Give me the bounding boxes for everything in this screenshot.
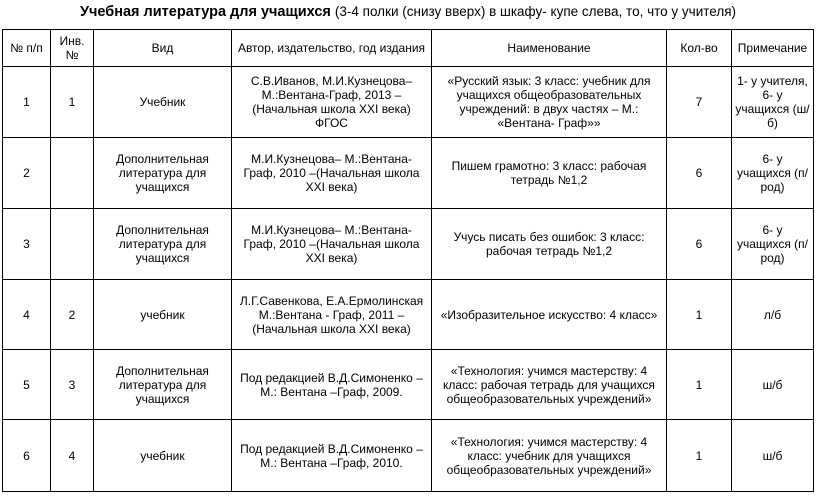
cell-inv: 3 <box>51 350 94 420</box>
header-inv: Инв. № <box>51 30 94 67</box>
cell-name: Учусь писать без ошибок: 3 класс: рабочая тетрадь №1,2 <box>432 209 667 280</box>
header-row <box>3 30 814 67</box>
table-row <box>3 350 814 420</box>
header-author: Автор, издательство, год издания <box>232 30 432 67</box>
header-num: № п/п <box>3 30 51 67</box>
document-title <box>0 3 816 21</box>
cell-kind: Дополнительная литература для учащихся <box>94 209 232 280</box>
table-row <box>3 67 814 138</box>
cell-num: 4 <box>3 280 51 350</box>
table-row <box>3 420 814 492</box>
cell-note: л/б <box>732 280 814 350</box>
cell-author: С.В.Иванов, М.И.Кузнецова– М.:Вентана-Граф, 2013 – (Начальная школа XXI века) ФГОС <box>232 67 432 138</box>
cell-qty: 7 <box>667 67 732 138</box>
cell-name: «Русский язык: 3 класс: учебник для учащихся общеобразовательных учреждений: в двух частях – М.: «Вентана- Граф»» <box>432 67 667 138</box>
header-qty: Кол-во <box>667 30 732 67</box>
cell-num: 2 <box>3 138 51 209</box>
cell-kind: учебник <box>94 280 232 350</box>
header-kind: Вид <box>94 30 232 67</box>
cell-qty: 1 <box>667 420 732 492</box>
cell-inv: 2 <box>51 280 94 350</box>
cell-author: Под редакцией В.Д.Симоненко – М.: Вентана –Граф, 2009. <box>232 350 432 420</box>
cell-author: М.И.Кузнецова– М.:Вентана-Граф, 2010 –(Начальная школа XXI века) <box>232 209 432 280</box>
cell-qty: 6 <box>667 209 732 280</box>
cell-note: 1- у учителя, 6- у учащихся (ш/б) <box>732 67 814 138</box>
cell-author: Под редакцией В.Д.Симоненко – М.: Вентана –Граф, 2010. <box>232 420 432 492</box>
cell-name: «Технология: учимся мастерству: 4 класс: рабочая тетрадь для учащихся общеобразовательных учреждений» <box>432 350 667 420</box>
cell-note: ш/б <box>732 420 814 492</box>
cell-kind: Учебник <box>94 67 232 138</box>
cell-inv: 1 <box>51 67 94 138</box>
cell-note: ш/б <box>732 350 814 420</box>
title-main: Учебная литература для учащихся <box>79 4 331 20</box>
cell-num: 1 <box>3 67 51 138</box>
header-note: Примечание <box>732 30 814 67</box>
cell-num: 5 <box>3 350 51 420</box>
cell-kind: Дополнительная литература для учащихся <box>94 138 232 209</box>
title-subtitle: (3-4 полки (снизу вверх) в шкафу- купе слева, то, что у учителя) <box>334 4 737 19</box>
header-name: Наименование <box>432 30 667 67</box>
table-row <box>3 209 814 280</box>
cell-num: 6 <box>3 420 51 492</box>
cell-inv: 4 <box>51 420 94 492</box>
cell-qty: 1 <box>667 280 732 350</box>
table-row <box>3 138 814 209</box>
cell-inv <box>51 138 94 209</box>
cell-kind: учебник <box>94 420 232 492</box>
table-row <box>3 280 814 350</box>
cell-num: 3 <box>3 209 51 280</box>
cell-qty: 1 <box>667 350 732 420</box>
cell-inv <box>51 209 94 280</box>
cell-name: Пишем грамотно: 3 класс: рабочая тетрадь №1,2 <box>432 138 667 209</box>
cell-kind: Дополнительная литература для учащихся <box>94 350 232 420</box>
literature-table <box>2 29 814 492</box>
cell-name: «Технология: учимся мастерству: 4 класс: учебник для учащихся общеобразовательных учреждений» <box>432 420 667 492</box>
cell-note: 6- у учащихся (п/род) <box>732 138 814 209</box>
cell-note: 6- у учащихся (п/род) <box>732 209 814 280</box>
cell-name: «Изобразительное искусство: 4 класс» <box>432 280 667 350</box>
cell-qty: 6 <box>667 138 732 209</box>
cell-author: Л.Г.Савенкова, Е.А.Ермолинская М.:Вентана - Граф, 2011 – (Начальная школа XXI века) <box>232 280 432 350</box>
cell-author: М.И.Кузнецова– М.:Вентана-Граф, 2010 –(Начальная школа XXI века) <box>232 138 432 209</box>
